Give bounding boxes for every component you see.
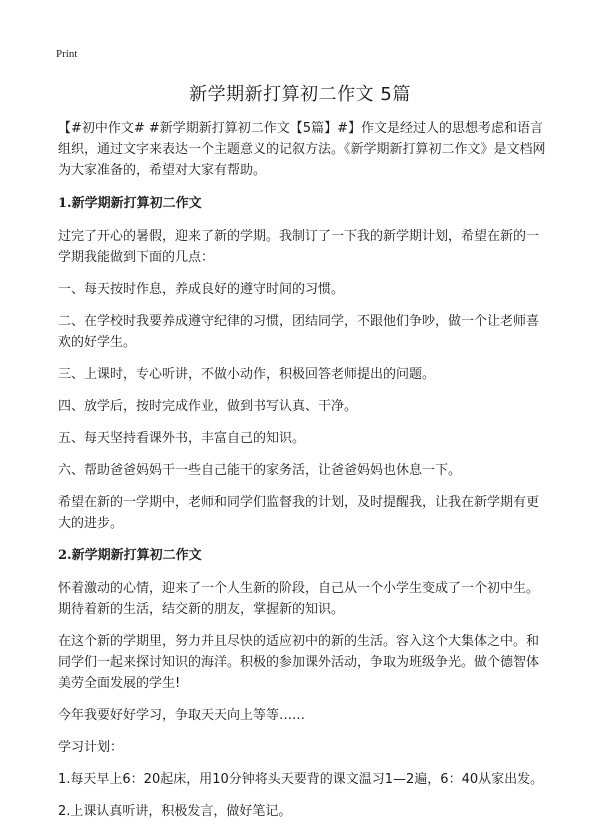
print-label: Print xyxy=(56,48,78,60)
section-heading-2: 2.新学期新打算初二作文 xyxy=(58,548,202,563)
section2-paragraph-1: 怀着激动的心情，迎来了一个人生新的阶段，自己从一个小学生变成了一个初中生。期待着新的生活，结交新的朋友，掌握新的知识。 xyxy=(58,581,540,617)
section1-paragraph-6: 五、每天坚持看课外书，丰富自己的知识。 xyxy=(58,431,306,446)
section2-paragraph-6: 2.上课认真听讲，积极发言，做好笔记。 xyxy=(58,804,292,819)
section1-paragraph-8: 希望在新的一学期中，老师和同学们监督我的计划，及时提醒我，让我在新学期有更大的进步。 xyxy=(58,495,540,531)
section2-paragraph-4: 学习计划： xyxy=(58,740,124,755)
document-body xyxy=(58,118,548,833)
section1-paragraph-3: 二、在学校时我要养成遵守纪律的习惯，团结同学，不跟他们争吵，做一个让老师喜欢的好学生。 xyxy=(58,314,540,350)
document-title: 新学期新打算初二作文 5篇 xyxy=(189,84,411,105)
section2-paragraph-3: 今年我要好好学习，争取天天向上等等…… xyxy=(58,708,306,723)
section2-paragraph-2: 在这个新的学期里，努力并且尽快的适应初中的新的生活。容入这个大集体之中。和同学们一起来探讨知识的海洋。积极的参加课外活动，争取为班级争光。做个德智体美劳全面发展的学生! xyxy=(58,634,540,691)
section1-paragraph-1: 过完了开心的暑假，迎来了新的学期。我制订了一下我的新学期计划，希望在新的一学期我能做到下面的几点： xyxy=(58,229,540,265)
section1-paragraph-2: 一、每天按时作息，养成良好的遵守时间的习惯。 xyxy=(58,282,345,297)
intro-paragraph: 【#初中作文# #新学期新打算初二作文【5篇】#】作文是经过人的思想考虑和语言组织，通过文字来表达一个主题意义的记叙方法。《新学期新打算初二作文》是文档网为大家准备的，希望对大家有帮助。 xyxy=(58,121,546,178)
section1-paragraph-7: 六、帮助爸爸妈妈干一些自己能干的家务活，让爸爸妈妈也休息一下。 xyxy=(58,463,462,478)
section2-paragraph-5: 1.每天早上6：20起床，用10分钟将头天要背的课文温习1—2遍，6：40从家出发。 xyxy=(58,772,544,787)
section1-paragraph-5: 四、放学后，按时完成作业，做到书写认真、干净。 xyxy=(58,399,358,414)
section1-paragraph-4: 三、上课时，专心听讲，不做小动作，积极回答老师提出的问题。 xyxy=(58,367,436,382)
section-heading-1: 1.新学期新打算初二作文 xyxy=(58,196,202,211)
